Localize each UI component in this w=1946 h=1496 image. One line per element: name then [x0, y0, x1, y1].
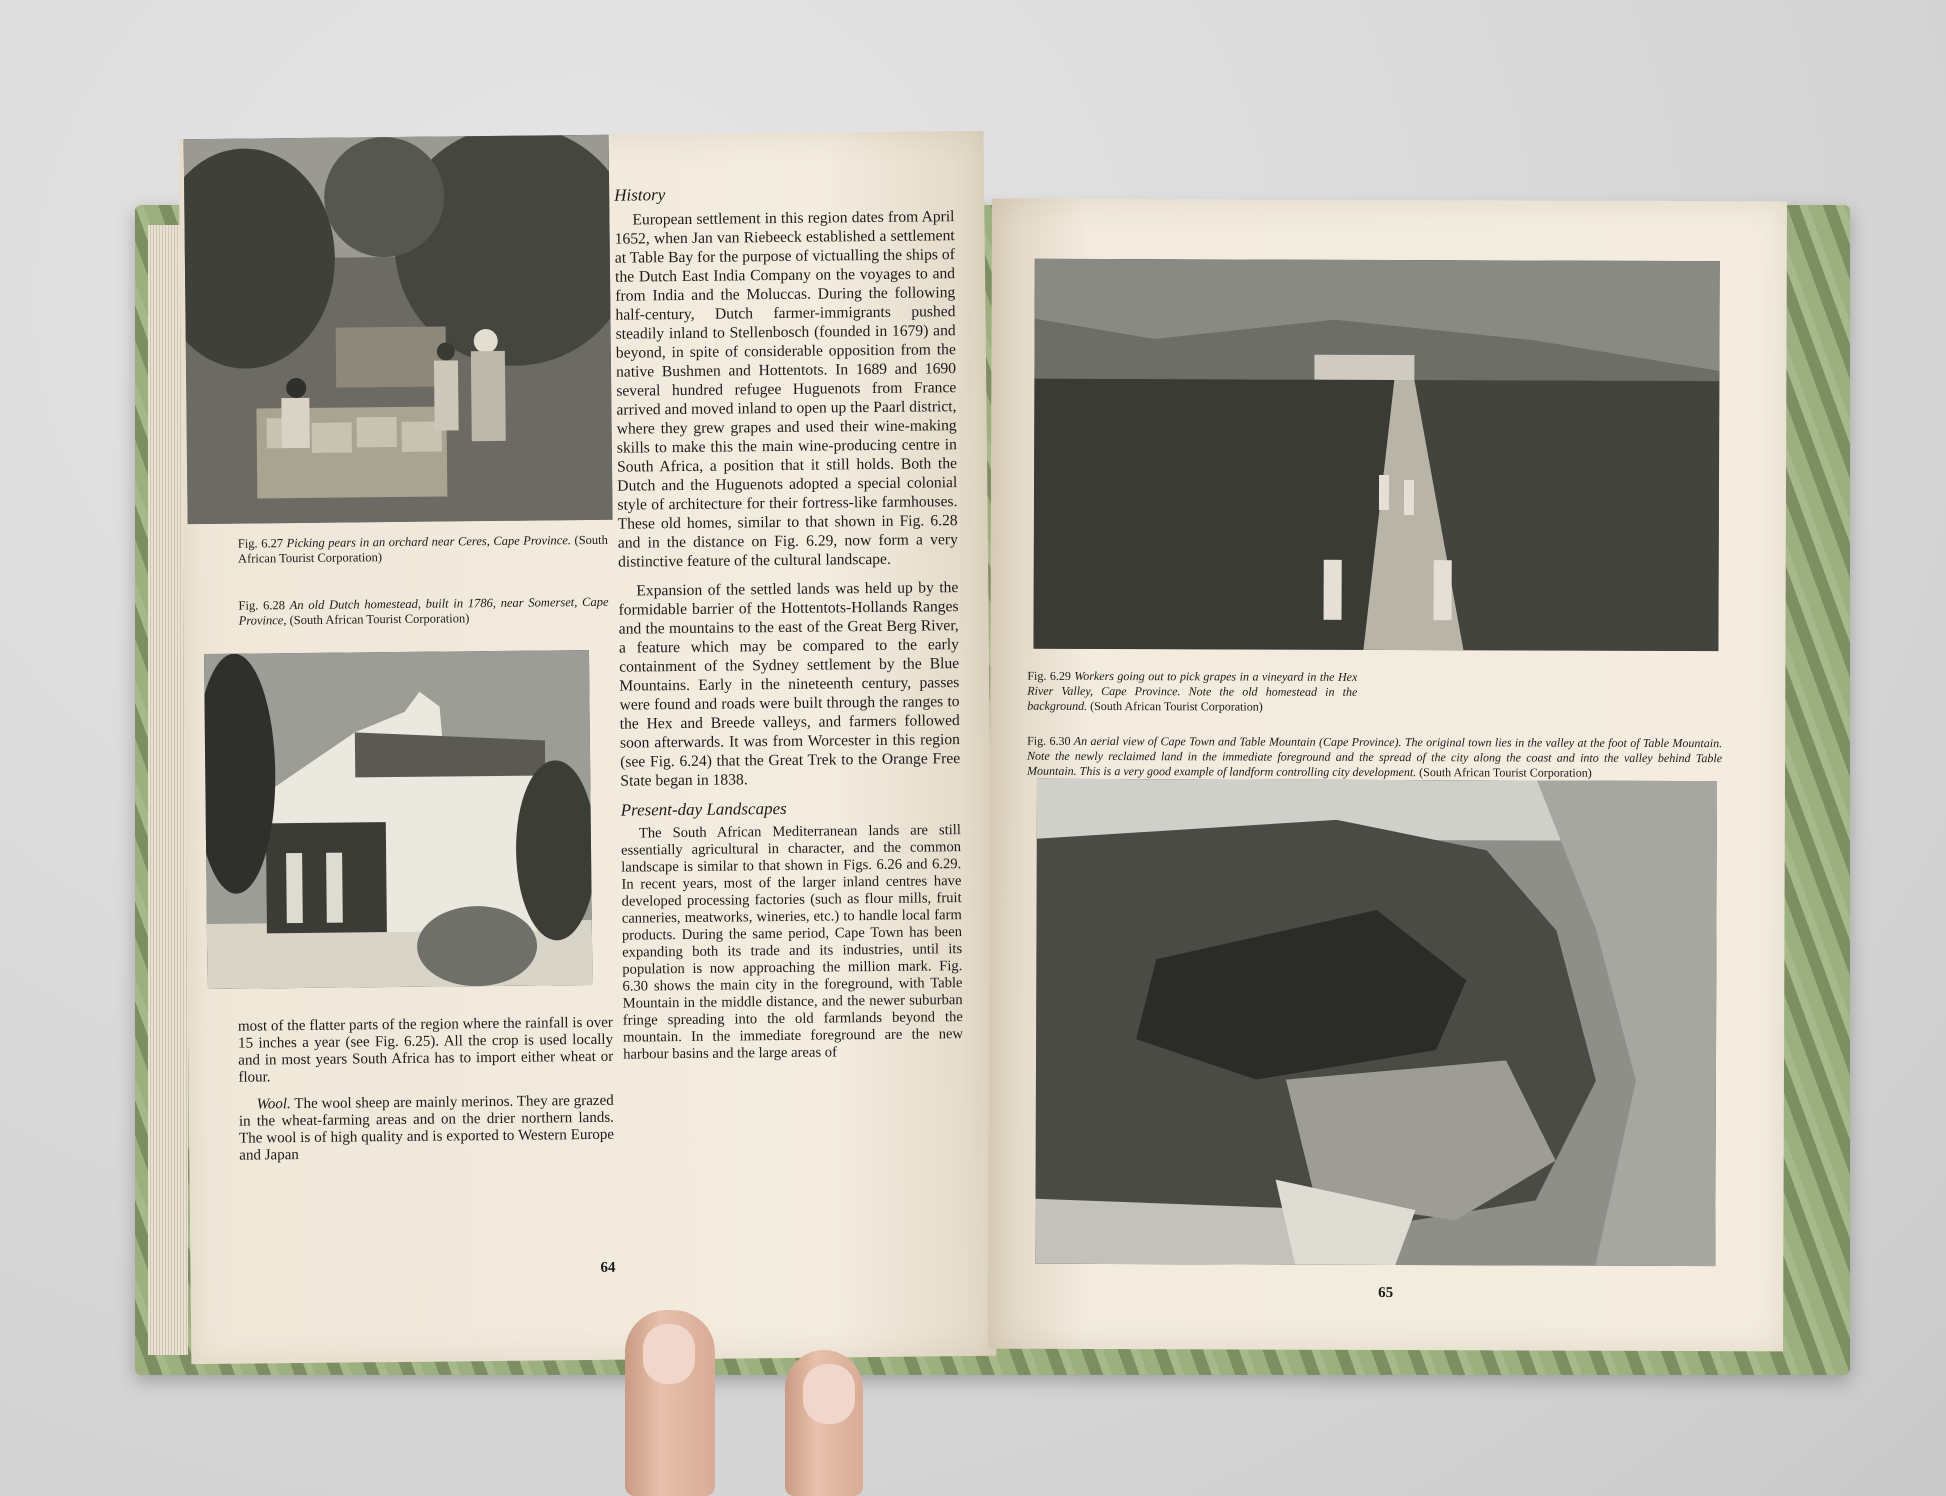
fig-6-28-caption: Fig. 6.28 An old Dutch homestead, built in 1786, near Somerset, Cape Province, (South African Tourist Corporation) — [238, 594, 609, 628]
left-page — [179, 131, 997, 1364]
fingernail — [643, 1324, 695, 1384]
page-number-64: 64 — [600, 1259, 616, 1276]
photo-cape-town-aerial — [1035, 779, 1717, 1266]
fingernail — [803, 1364, 855, 1424]
fig-6-29-caption: Fig. 6.29 Workers going out to pick grapes in a vineyard in the Hex River Valley, Cape Province. Note the old homestead in the background. (South African Tourist Corporation) — [1027, 668, 1358, 714]
bottom-left-column: most of the flatter parts of the region where the rainfall is over 15 inches a year (see Fig. 6.25). All the crop is used locally and in most years South Africa has to import either wheat or flour. Wool. The wool sheep are mainly merinos. They are grazed in the wheat-farming areas and on the drier northern lands. The wool is of high quality and is exported to Western Europe and Japan — [237, 1014, 615, 1164]
photo-dutch-homestead — [204, 650, 592, 989]
page-number-65: 65 — [1378, 1284, 1394, 1302]
right-page — [988, 199, 1787, 1352]
fig-6-27-caption: Fig. 6.27 Picking pears in an orchard near Ceres, Cape Province. (South African Tourist Corporation) — [237, 532, 608, 566]
fig-6-30-caption: Fig. 6.30 An aerial view of Cape Town and Table Mountain (Cape Province). The original town lies in the valley at the foot of Table Mountain. Note the newly reclaimed land in the immediate foreground and the spread of the city along the coast and into the valley behind Table Mountain. This is a very good example of landform controlling city development. (South African Tourist Corporation) — [1026, 733, 1723, 780]
photo-pear-orchard — [184, 135, 613, 524]
finger-left — [625, 1310, 715, 1496]
photo-vineyard-workers — [1033, 259, 1719, 651]
finger-right — [785, 1350, 863, 1496]
right-text-column: History European settlement in this region dates from April 1652, when Jan van Riebeeck established a settlement at Table Bay for the purpose of victualling the ships of the Dutch East India Company on the voyages to and from India and the Moluccas. During the following half-century, Dutch farmer-immigrants pushed steadily inland to Stellenbosch (founded in 1679) and beyond, in spite of considerable opposition from the native Bushmen and Hottentots. In 1689 and 1690 several hundred refugee Huguenots from France arrived and moved inland to open up the Paarl district, where they grew grapes and used their wine-making skills to make this the main wine-producing centre in South Africa, a position that it still holds. Both the Dutch and the Huguenots adopted a special colonial style of architecture for their fortress-like farmhouses. These old homes, similar to that shown in Fig. 6.28 and in the distance on Fig. 6.29, now form a very distinctive feature of the cultural landscape. Expansion of the settled lands was held up by the formidable barrier of the Hottentots-Hollands Ranges and the mountains to the east of the Great Berg River, a feature which may be compared to the early containment of the Sydney settlement by the Blue Mountains. Early in the nineteenth century, passes were found and roads were built through the ranges to the Hex and Breede valleys, and farmers followed soon afterwards. It was from Worcester in this region (see Fig. 6.24) that the Great Trek to the Orange Free State began in 1838. Present-day Landscapes The South African Mediterranean lands are still essentially agricultural in character, and the common landscape is similar to that shown in Figs. 6.26 and 6.29. In recent years, most of the larger inland centres have developed processing factories (such as flour mills, fruit canneries, meatworks, wineries, etc.) to handle local farm products. During the same period, Cape Town has been expanding both its trade and its industries, until its population is now approaching the million mark. Fig. 6.30 shows the main city in the foreground, with Table Mountain in the middle distance, and the newer suburban fringe spreading into the old farmlands beyond the mountain. In the immediate foreground are the new harbour basins and the large areas of — [614, 185, 964, 1063]
